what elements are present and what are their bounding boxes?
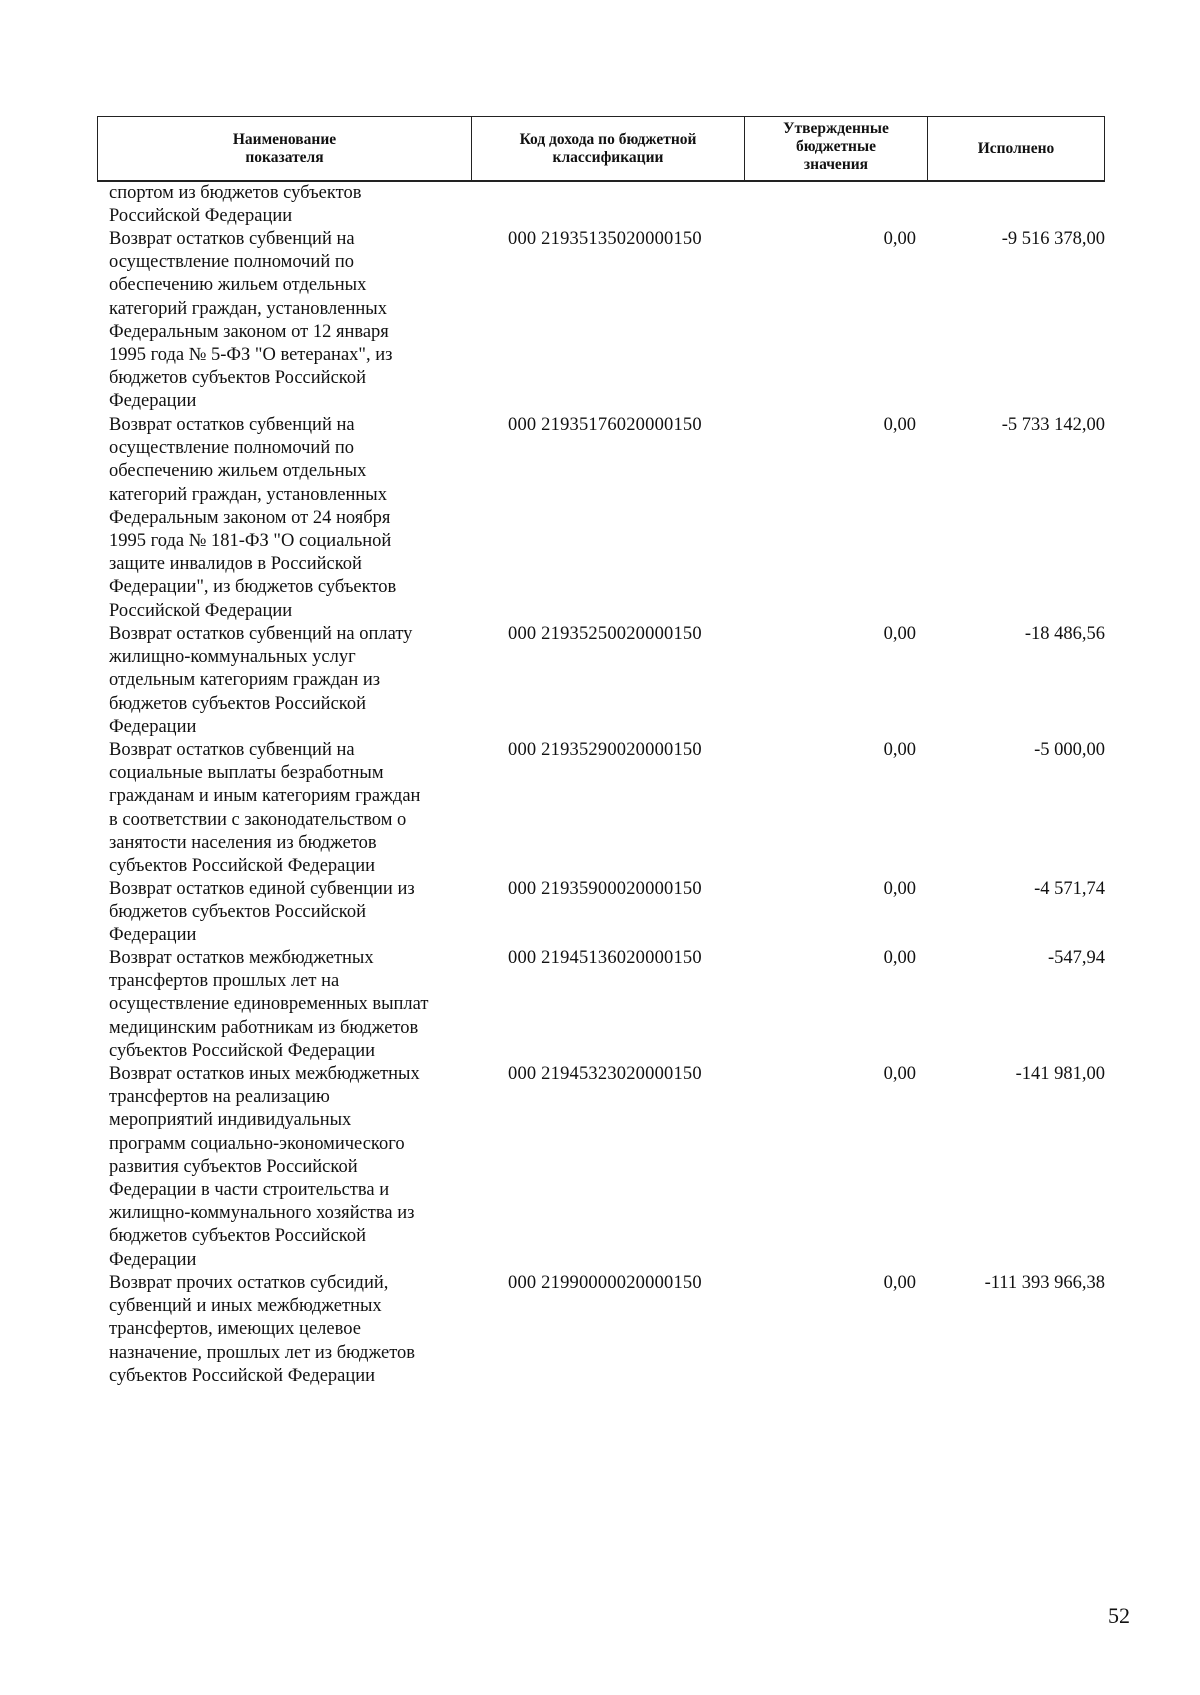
row-name: Возврат остатков межбюджетных трансфертов прошлых лет на осуществление единовременных выплат медицинским работникам из бюджетов субъектов Российской Федерации [109, 948, 429, 1061]
row-name: Возврат остатков субвенций на оплату жилищно-коммунальных услуг отдельным категориям граждан из бюджетов субъектов Российской Федерации [109, 624, 413, 737]
row-executed: -4 571,74 [1034, 879, 1105, 899]
row-approved: 0,00 [883, 415, 916, 435]
row-code: 000 21990000020000150 [508, 1273, 702, 1293]
row-name: Возврат остатков субвенций на осуществление полномочий по обеспечению жильем отдельных категорий граждан, установленных Федеральным законом от 12 января 1995 года № 5-ФЗ "О ветеранах", из бюджетов субъектов Российской Федерации [109, 229, 393, 412]
table-header [97, 116, 1105, 182]
row-code: 000 21945136020000150 [508, 948, 702, 968]
column-header-approved: Утвержденные бюджетные значения [745, 117, 928, 180]
row-executed: -141 981,00 [1015, 1064, 1105, 1084]
column-header-executed: Исполнено [977, 139, 1055, 157]
page-number: 52 [1108, 1603, 1130, 1628]
row-code: 000 21945323020000150 [508, 1064, 702, 1084]
row-name: Возврат остатков субвенций на социальные выплаты безработным гражданам и иным категориям граждан в соответствии с законодательством о занятости населения из бюджетов субъектов Российской Федерации [109, 740, 421, 877]
row-executed: -5 000,00 [1034, 740, 1105, 760]
row-executed: -9 516 378,00 [1001, 229, 1105, 249]
row-approved: 0,00 [883, 879, 916, 899]
row-name: Возврат остатков субвенций на осуществление полномочий по обеспечению жильем отдельных категорий граждан, установленных Федеральным законом от 24 ноября 1995 года № 181-ФЗ "О социальной защите инвалидов в Российской Федерации", из бюджетов субъектов Российской Федерации [109, 415, 397, 621]
row-code: 000 21935900020000150 [508, 879, 702, 899]
row-name: Возврат остатков иных межбюджетных трансфертов на реализацию мероприятий индивидуальных программ социально-экономического развития субъектов Российской Федерации в части строительства и жилищно-коммунального хозяйства из бюджетов субъектов Российской Федерации [109, 1064, 420, 1270]
row-approved: 0,00 [883, 1273, 916, 1293]
row-executed: -18 486,56 [1024, 624, 1105, 644]
row-approved: 0,00 [883, 948, 916, 968]
row-code: 000 21935176020000150 [508, 415, 702, 435]
row-approved: 0,00 [883, 1064, 916, 1084]
row-name: Возврат прочих остатков субсидий, субвенций и иных межбюджетных трансфертов, имеющих целевое назначение, прошлых лет из бюджетов субъектов Российской Федерации [109, 1273, 416, 1386]
row-name: спортом из бюджетов субъектов Российской Федерации [109, 183, 362, 227]
column-header-name: Наименование показателя [98, 117, 472, 180]
row-executed: -111 393 966,38 [984, 1273, 1105, 1293]
row-code: 000 21935290020000150 [508, 740, 702, 760]
row-approved: 0,00 [883, 740, 916, 760]
row-name: Возврат остатков единой субвенции из бюджетов субъектов Российской Федерации [109, 879, 415, 946]
row-code: 000 21935250020000150 [508, 624, 702, 644]
column-header-code: Код дохода по бюджетной классификации [472, 117, 745, 180]
row-executed: -547,94 [1047, 948, 1105, 968]
row-executed: -5 733 142,00 [1001, 415, 1105, 435]
row-approved: 0,00 [883, 624, 916, 644]
row-code: 000 21935135020000150 [508, 229, 702, 249]
row-approved: 0,00 [883, 229, 916, 249]
